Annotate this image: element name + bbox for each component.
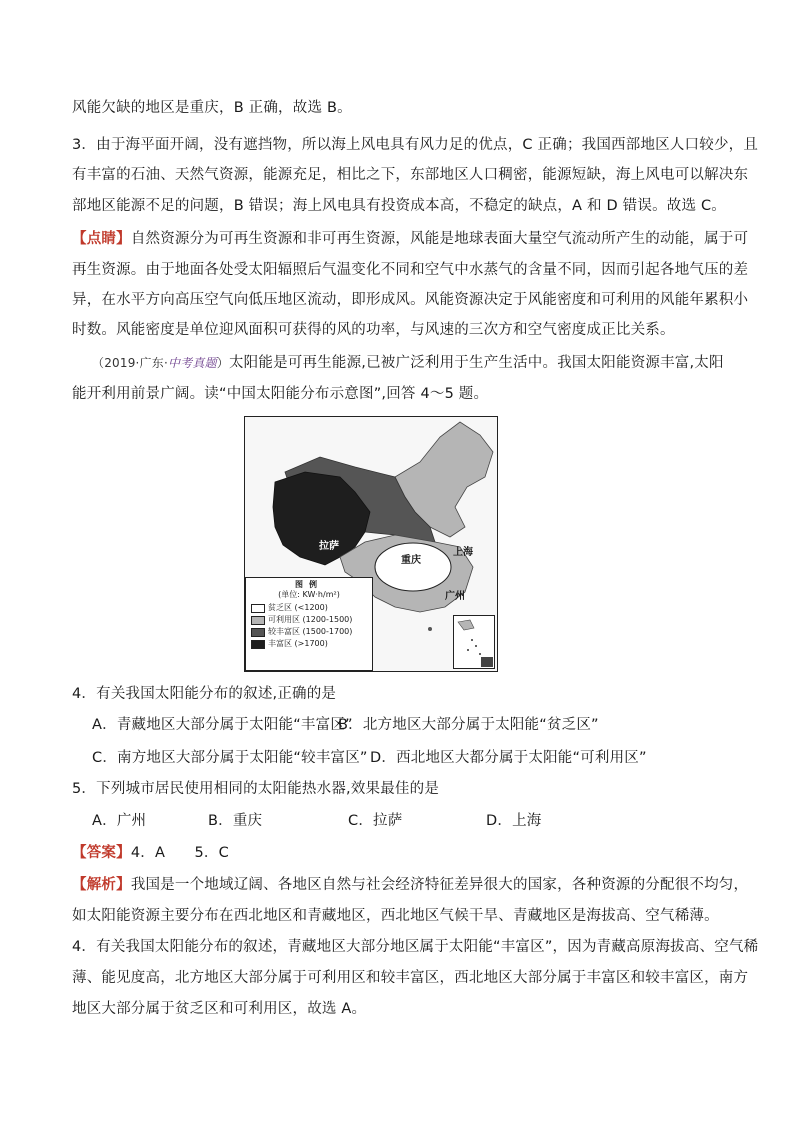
option-d: D．上海 [486, 813, 542, 829]
option-c: C．拉萨 [348, 813, 403, 829]
analysis-paragraph [72, 875, 749, 895]
tip-tag: 【点睛】 [72, 231, 131, 247]
legend-swatch [251, 628, 265, 637]
answer-text: 4．A 5．C [130, 845, 229, 861]
option-b: B．重庆 [208, 813, 263, 829]
option-b: B．北方地区大部分属于太阳能“贫乏区” [338, 717, 599, 733]
text-line: 风能欠缺的地区是重庆，B 正确，故选 B。 [72, 100, 352, 116]
text-line: 4．有关我国太阳能分布的叙述，青藏地区大部分地区属于太阳能“丰富区”，因为青藏高原海拔高、空气稀 [72, 939, 759, 955]
text-line: 我国是一个地域辽阔、各地区自然与社会经济特征差异很大的国家，各种资源的分配很不均匀， [130, 877, 749, 893]
inset-label [481, 657, 493, 667]
text-line: 有丰富的石油、天然气资源，能源充足，相比之下，东部地区人口稠密，能源短缺，海上风电可以解决东 [72, 167, 749, 183]
text-line: 太阳能是可再生能源,已被广泛利用于生产生活中。我国太阳能资源丰富,太阳 [228, 355, 724, 371]
legend-item [251, 626, 372, 638]
legend-swatch [251, 640, 265, 649]
answer-line [72, 843, 732, 863]
legend-label: 贫乏区 (<1200) [268, 603, 328, 612]
text-line: 地区大部分属于贫乏区和可利用区，故选 A。 [72, 1001, 367, 1017]
tip-paragraph [72, 229, 749, 249]
label-chongqing: 重庆 [401, 555, 421, 566]
question-4-options-cd [92, 748, 752, 768]
map-legend [245, 577, 373, 671]
legend-item [251, 614, 372, 626]
legend-label: 丰富区 (>1700) [268, 639, 328, 648]
legend-unit: (单位: KW·h/m²) [278, 590, 340, 599]
text-line: 异，在水平方向高压空气向低压地区流动，即形成风。风能资源决定于风能密度和可利用的风能年累积小 [72, 292, 749, 308]
legend-item [251, 602, 372, 614]
text-line: 如太阳能资源主要分布在西北地区和青藏地区，西北地区气候干旱、青藏地区是海拔高、空气稀薄。 [72, 908, 719, 924]
source-type: 中考真题 [167, 356, 217, 370]
option-a: A．青藏地区大部分属于太阳能“丰富区” [92, 717, 353, 733]
analysis-tag: 【解析】 [72, 877, 131, 893]
source-tag [92, 356, 229, 370]
text-line: 部地区能源不足的问题，B 错误；海上风电具有投资成本高，不稳定的缺点，A 和 D 错误。故选 C。 [72, 198, 726, 214]
south-china-sea-inset [453, 615, 495, 669]
text-line: 自然资源分为可再生资源和非可再生资源，风能是地球表面大量空气流动所产生的动能，属于可 [130, 231, 749, 247]
legend-item [251, 638, 372, 650]
label-shanghai: 上海 [453, 547, 473, 558]
answer-tag: 【答案】 [72, 845, 131, 861]
legend-swatch [251, 616, 265, 625]
text-line: 3．由于海平面开阔，没有遮挡物，所以海上风电具有风力足的优点，C 正确；我国西部地区人口较少，且 [72, 137, 759, 153]
legend-title: 图例 [295, 580, 323, 589]
source-suffix: ） [216, 356, 229, 370]
label-lhasa: 拉萨 [319, 541, 339, 552]
option-c: C．南方地区大部分属于太阳能“较丰富区” [92, 750, 368, 766]
legend-label: 可利用区 (1200-1500) [268, 615, 353, 624]
option-d: D．西北地区大都分属于太阳能“可利用区” [370, 750, 647, 766]
text-line: 再生资源。由于地面各处受太阳辐照后气温变化不同和空气中水蒸气的含量不同，因而引起各地气压的差 [72, 262, 749, 278]
legend-label: 较丰富区 (1500-1700) [268, 627, 353, 636]
label-guangzhou: 广州 [445, 591, 465, 602]
text-line: 时数。风能密度是单位迎风面积可获得的风的功率，与风速的三次方和空气密度成正比关系。 [72, 322, 675, 338]
option-a: A．广州 [92, 813, 147, 829]
text-line: 能开利用前景广阔。读“中国太阳能分布示意图”,回答 4～5 题。 [72, 386, 489, 402]
question-5-options [92, 811, 752, 831]
source-prefix: （2019·广东· [92, 356, 168, 370]
china-solar-map [244, 416, 498, 672]
source-paragraph [92, 353, 752, 373]
legend-swatch [251, 604, 265, 613]
text-line: 薄、能见度高，北方地区大部分属于可利用区和较丰富区，西北地区大部分属于丰富区和较丰富区，南方 [72, 970, 749, 986]
question-5: 5．下列城市居民使用相同的太阳能热水器,效果最佳的是 [72, 781, 440, 797]
question-4-options-ab [92, 715, 752, 735]
question-4: 4．有关我国太阳能分布的叙述,正确的是 [72, 686, 337, 702]
